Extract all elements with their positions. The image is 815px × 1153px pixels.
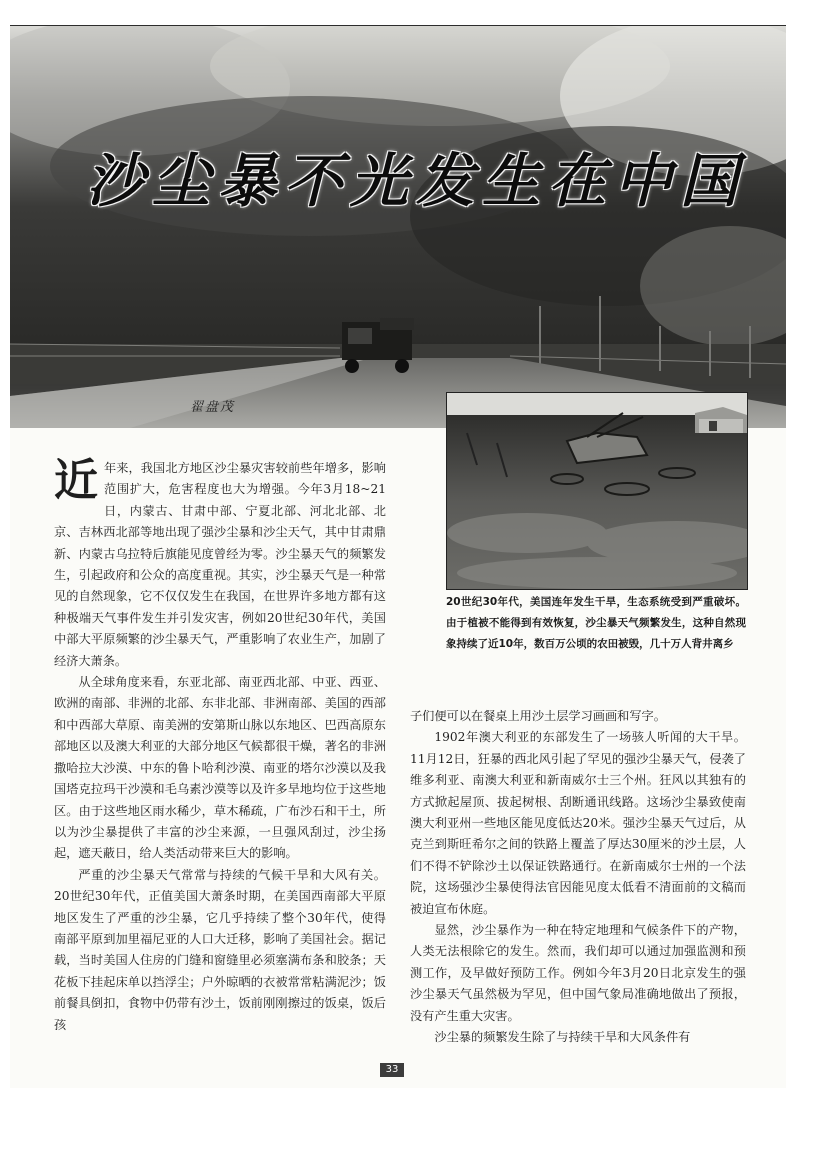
- paragraph: 严重的沙尘暴天气常常与持续的气候干旱和大风有关。20世纪30年代，正值美国大萧条时期，在美国西南部大平原地区发生了严重的沙尘暴，它几乎持续了整个30年代，使得南部平原到加里福尼亚的人口大迁移，影响了美国社会。据记载，当时美国人住房的门缝和窗缝里必须塞满布条和胶条；天花板下挂起床单以挡浮尘；户外晾晒的衣被常常粘满泥沙；饭前餐具倒扣，食物中仍带有沙土，饭前刚刚擦过的饭桌，饭后孩: [54, 867, 386, 1032]
- paragraph: 子们便可以在餐桌上用沙土层学习画画和写字。: [410, 709, 666, 723]
- magazine-page: [10, 25, 786, 1088]
- right-column: [410, 706, 746, 1049]
- paragraph: 显然，沙尘暴作为一种在特定地理和气候条件下的产物，人类无法根除它的发生。然而，我们却可以通过加强监测和预测工作，及早做好预防工作。例如今年3月20日北京发生的强沙尘暴天气虽然极为罕见，但中国气象局准确地做出了预报，没有产生重大灾害。: [410, 923, 746, 1023]
- buried-farm-scene: [447, 393, 747, 589]
- article-title: 沙尘暴不光发生在中国: [86, 147, 747, 215]
- author-name: 翟盘茂: [190, 400, 236, 415]
- paragraph: 近年来，我国北方地区沙尘暴灾害较前些年增多，影响范围扩大，危害程度也大为增强。今年3月18~21日，内蒙古、甘肃中部、宁夏北部、河北北部、北京、吉林西北部等地出现了强沙尘暴和沙尘天气，其中甘肃鼎新、内蒙古乌拉特后旗能见度曾经为零。沙尘暴天气的频繁发生，引起政府和公众的高度重视。其实，沙尘暴天气是一种常见的自然现象，它不仅仅发生在我国，在世界许多地方都有这种极端天气事件发生并引发灾害，例如20世纪30年代，美国中部大平原频繁的沙尘暴天气，严重影响了农业生产，加剧了经济大萧条。: [54, 455, 386, 668]
- dust-storm-scene: [10, 26, 786, 428]
- photo-caption: 20世纪30年代，美国连年发生干旱，生态系统受到严重破坏。由于植被不能得到有效恢复，沙尘暴天气频繁发生，这种自然现象持续了近10年，数百万公顷的农田被毁，几十万人背井离乡: [446, 596, 746, 650]
- page-number: 33: [380, 1063, 404, 1077]
- dust-bowl-photo: [446, 392, 748, 590]
- dust-storm-photo: [10, 26, 786, 428]
- paragraph: 沙尘暴的频繁发生除了与持续干旱和大风条件有: [434, 1030, 691, 1045]
- drop-cap: 近: [54, 455, 98, 506]
- paragraph: 1902年澳大利亚的东部发生了一场骇人听闻的大干旱。11月12日，狂暴的西北风引起了罕见的强沙尘暴天气，侵袭了维多利亚、南澳大利亚和新南威尔士三个州。狂风以其独有的方式掀起屋顶、拔起树根、刮断通讯线路。这场沙尘暴致使南澳大利亚州一些地区能见度低达20米。强沙尘暴天气过后，从克兰到斯旺希尔之间的铁路上覆盖了厚达30厘米的沙土层，人们不得不铲除沙土以保证铁路通行。在新南威尔士州的一个法院，这场强沙尘暴使得法官因能见度太低看不清面前的文稿而被迫宣布休庭。: [410, 730, 746, 916]
- left-column: [54, 455, 386, 1036]
- paragraph: 从全球角度来看，东亚北部、南亚西北部、中亚、西亚、欧洲的南部、非洲的北部、东非北部、非洲南部、美国的西部和中西部大草原、南美洲的安第斯山脉以东地区、巴西高原东部地区以及澳大利亚的大部分地区气候都很干燥，著名的非洲撒哈拉大沙漠、中东的鲁卜哈利沙漠、南亚的塔尔沙漠以及我国塔克拉玛干沙漠和毛乌素沙漠等以及许多旱地均位于这些地区。由于这些地区雨水稀少，草木稀疏，广布沙石和干土，所以为沙尘暴提供了丰富的沙尘来源，一旦强风刮过，沙尘扬起，遮天蔽日，给人类活动带来巨大的影响。: [54, 675, 386, 861]
